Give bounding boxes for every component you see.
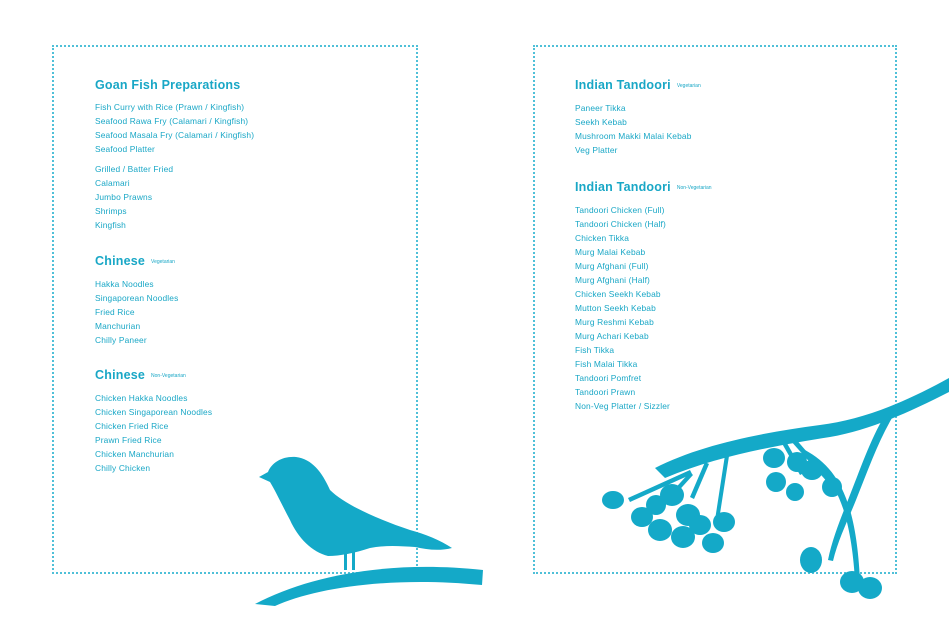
menu-item: Chicken Fried Rice — [95, 421, 169, 431]
menu-item: Seafood Masala Fry (Calamari / Kingfish) — [95, 130, 255, 140]
menu-item: Chicken Manchurian — [95, 449, 175, 459]
menu-item: Chicken Singaporean Noodles — [95, 407, 213, 417]
berry — [702, 533, 724, 553]
menu-item: Prawn Fried Rice — [95, 435, 162, 445]
menu-item: Fish Curry with Rice (Prawn / Kingfish) — [95, 102, 245, 112]
section-title: Chinese — [95, 368, 146, 382]
menu-item: Tandoori Prawn — [575, 387, 636, 397]
berry — [800, 547, 822, 573]
menu-item: Seafood Rawa Fry (Calamari / Kingfish) — [95, 116, 249, 126]
menu-item: Veg Platter — [575, 145, 618, 155]
section-note: Non-Vegetarian — [151, 373, 186, 379]
section-title: Goan Fish Preparations — [95, 78, 241, 92]
menu-item: Tandoori Chicken (Full) — [575, 205, 665, 215]
berry — [713, 512, 735, 532]
berry — [660, 484, 684, 506]
section-note: Vegetarian — [151, 259, 175, 265]
section-title: Chinese — [95, 254, 146, 268]
menu-item: Murg Reshmi Kebab — [575, 317, 654, 327]
menu-item: Seekh Kebab — [575, 117, 627, 127]
twig — [690, 462, 709, 499]
berry — [766, 472, 786, 492]
berry — [763, 448, 785, 468]
menu-item: Jumbo Prawns — [95, 192, 153, 202]
menu-item: Fish Tikka — [575, 345, 615, 355]
menu-item: Kingfish — [95, 220, 126, 230]
berry — [648, 519, 672, 541]
menu-item: Calamari — [95, 178, 130, 188]
twig — [715, 455, 729, 520]
menu-item: Chicken Tikka — [575, 233, 630, 243]
section-note: Non-Vegetarian — [676, 185, 712, 191]
berry — [858, 577, 882, 599]
menu-item: Chilly Chicken — [95, 463, 151, 473]
menu-item: Murg Afghani (Full) — [575, 261, 649, 271]
menu-item: Fried Rice — [95, 307, 135, 317]
menu-item: Murg Afghani (Half) — [575, 275, 650, 285]
menu-item: Fish Malai Tikka — [575, 359, 638, 369]
berry — [822, 477, 842, 497]
menu-item: Hakka Noodles — [95, 279, 154, 289]
menu-item: Tandoori Chicken (Half) — [575, 219, 666, 229]
menu-item: Mushroom Makki Malai Kebab — [575, 131, 692, 141]
section-title: Indian Tandoori — [575, 78, 671, 92]
bird-illustration — [259, 457, 452, 556]
menu-item: Grilled / Batter Fried — [95, 164, 174, 174]
menu-item: Chicken Seekh Kebab — [575, 289, 661, 299]
berry — [689, 515, 711, 535]
menu-item: Shrimps — [95, 206, 127, 216]
menu-item: Paneer Tikka — [575, 103, 626, 113]
menu-item: Mutton Seekh Kebab — [575, 303, 656, 313]
menu-item: Manchurian — [95, 321, 141, 331]
section-note: Vegetarian — [676, 83, 701, 89]
section-title: Indian Tandoori — [575, 180, 671, 194]
menu-item: Murg Malai Kebab — [575, 247, 646, 257]
menu-item: Tandoori Pomfret — [575, 373, 642, 383]
bird-leg — [344, 550, 347, 570]
berry — [786, 483, 804, 501]
menu-item: Seafood Platter — [95, 144, 155, 154]
menu-item: Non-Veg Platter / Sizzler — [575, 401, 670, 411]
menu-item: Singaporean Noodles — [95, 293, 179, 303]
menu-item: Chicken Hakka Noodles — [95, 393, 188, 403]
bird-leg — [352, 552, 355, 570]
menu-item: Murg Achari Kebab — [575, 331, 649, 341]
berry — [801, 460, 823, 480]
branch-left-illustration — [255, 567, 483, 606]
berry — [602, 491, 624, 509]
menu-item: Chilly Paneer — [95, 335, 147, 345]
